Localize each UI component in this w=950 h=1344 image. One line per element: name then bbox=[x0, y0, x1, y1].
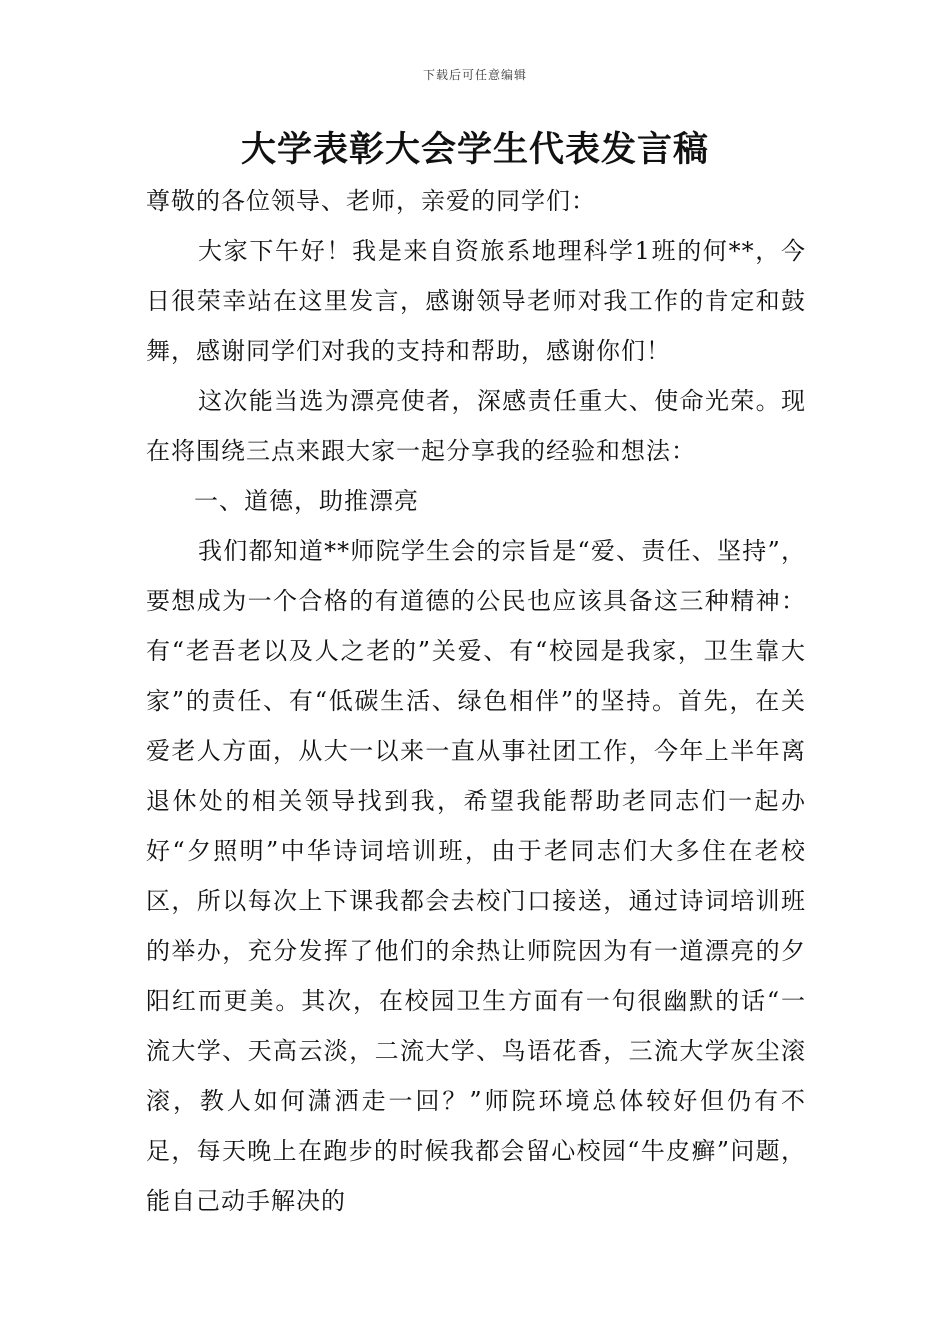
paragraph-intro: 这次能当选为漂亮使者，深感责任重大、使命光荣。现在将围绕三点来跟大家一起分享我的经验和想法： bbox=[146, 387, 806, 465]
header-note: 下载后可任意编辑 bbox=[422, 68, 527, 82]
document-title: 大学表彰大会学生代表发言稿 bbox=[240, 130, 709, 170]
paragraph-greeting: 大家下午好！我是来自资旅系地理科学1班的何**，今日很荣幸站在这里发言，感谢领导老师对我工作的肯定和鼓舞，感谢同学们对我的支持和帮助，感谢你们！ bbox=[146, 237, 806, 365]
section-heading: 一、道德，助推漂亮 bbox=[194, 487, 419, 515]
document-body bbox=[146, 176, 806, 1226]
salutation: 尊敬的各位领导、老师，亲爱的同学们： bbox=[146, 187, 596, 215]
paragraph-section-one: 我们都知道**师院学生会的宗旨是“爱、责任、坚持”，要想成为一个合格的有道德的公民也应该具备这三种精神：有“老吾老以及人之老的”关爱、有“校园是我家，卫生靠大家”的责任、有“低碳生活、绿色相伴”的坚持。首先，在关爱老人方面，从大一以来一直从事社团工作，今年上半年离退休处的相关领导找到我，希望我能帮助老同志们一起办好“夕照明”中华诗词培训班，由于老同志们大多住在老校区，所以每次上下课我都会去校门口接送，通过诗词培训班的举办，充分发挥了他们的余热让师院因为有一道漂亮的夕阳红而更美。其次，在校园卫生方面有一句很幽默的话“一流大学、天高云淡，二流大学、鸟语花香，三流大学灰尘滚滚，教人如何潇洒走一回？”师院环境总体较好但仍有不足，每天晚上在跑步的时候我都会留心校园“牛皮癣”问题，能自己动手解决的 bbox=[146, 537, 806, 1215]
